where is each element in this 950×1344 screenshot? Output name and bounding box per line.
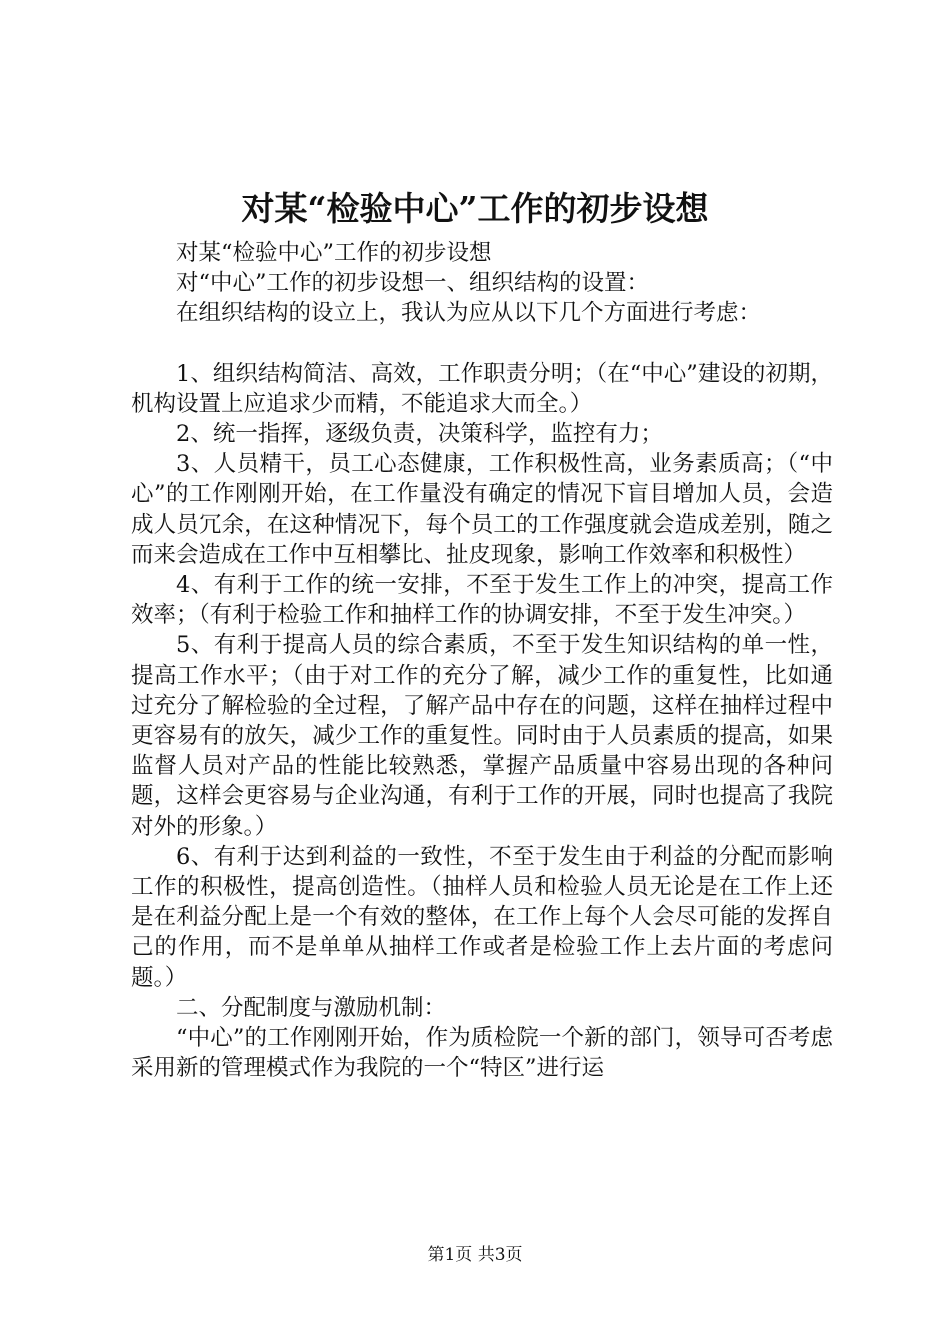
paragraph-section-two-heading: 二、分配制度与激励机制： xyxy=(176,994,447,1021)
paragraph-item-6: 6、有利于达到利益的一致性，不至于发生由于利益的分配而影响工作的积极性，提高创造性。（抽样人员和检验人员无论是在工作上还是在利益分配上是一个有效的整体，在工作上每个人会尽可能的发挥自己的作用，而不是单单从抽样工作或者是检验工作上去片面的考虑问题。） xyxy=(131,843,833,991)
paragraph-subtitle: 对某“检验中心”工作的初步设想 xyxy=(176,240,492,266)
paragraph-item-4: 4、有利于工作的统一安排，不至于发生工作上的冲突，提高工作效率；（有利于检验工作和抽样工作的协调安排，不至于发生冲突。） xyxy=(131,572,833,629)
document-body xyxy=(131,238,833,1083)
paragraph-section-one-heading: 对“中心”工作的初步设想一、组织结构的设置： xyxy=(176,270,650,297)
paragraph-item-2: 2、统一指挥，逐级负责，决策科学，监控有力； xyxy=(176,421,663,448)
paragraph-section-two-body: “中心”的工作刚刚开始，作为质检院一个新的部门，领导可否考虑采用新的管理模式作为我院的一个“特区”进行运 xyxy=(131,1025,833,1082)
document-title: 对某“检验中心”工作的初步设想 xyxy=(241,189,709,228)
page-number: 第1页 共3页 xyxy=(427,1245,523,1265)
paragraph-item-3: 3、人员精干，员工心态健康，工作积极性高，业务素质高；（“中心”的工作刚刚开始，在工作量没有确定的情况下盲目增加人员，会造成人员冗余，在这种情况下，每个员工的工作强度就会造成差别，随之而来会造成在工作中互相攀比、扯皮现象，影响工作效率和积极性） xyxy=(131,451,833,568)
paragraph-item-1: 1、组织结构简洁、高效，工作职责分明；（在“中心”建设的初期，机构设置上应追求少而精，不能追求大而全。） xyxy=(131,360,833,417)
paragraph-intro: 在组织结构的设立上，我认为应从以下几个方面进行考虑： xyxy=(176,300,762,327)
paragraph-item-5: 5、有利于提高人员的综合素质，不至于发生知识结构的单一性，提高工作水平；（由于对工作的充分了解，减少工作的重复性，比如通过充分了解检验的全过程，了解产品中存在的问题，这样在抽样过程中更容易有的放矢，减少工作的重复性。同时由于人员素质的提高，如果监督人员对产品的性能比较熟悉，掌握产品质量中容易出现的各种问题，这样会更容易与企业沟通，有利于工作的开展，同时也提高了我院对外的形象。） xyxy=(131,632,833,840)
